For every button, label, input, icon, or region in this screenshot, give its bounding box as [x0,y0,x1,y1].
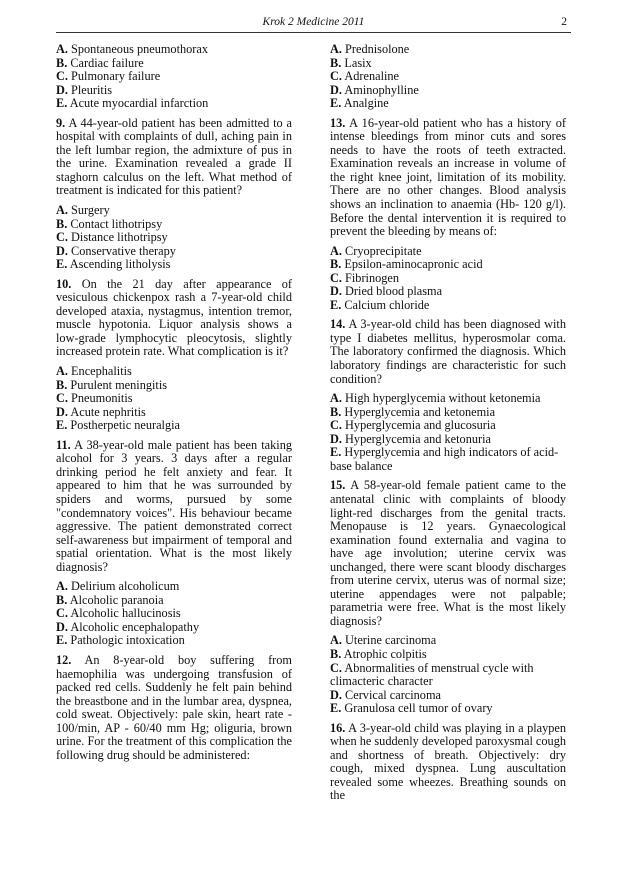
answer-options [330,43,566,111]
answer-option [56,580,292,594]
option-letter: D. [330,431,342,446]
option-text: Epsilon-aminocapronic acid [344,257,483,272]
question-stem [56,117,292,198]
question-stem [330,479,566,628]
option-text: Calcium chloride [344,297,430,312]
option-text: Pathologic intoxication [70,633,185,648]
option-letter: A. [56,579,68,594]
option-text: Pneumonitis [71,391,133,406]
answer-option [56,97,292,111]
option-text: Hyperglycemia and high indicators of acid-base balance [330,445,559,473]
answer-options [56,204,292,272]
option-text: Alcoholic encephalopathy [70,619,200,634]
answer-option [330,648,566,662]
option-letter: C. [330,270,342,285]
answer-option [56,419,292,433]
option-text: Cardiac failure [70,55,144,70]
answer-option [330,272,566,286]
answer-option [56,594,292,608]
option-text: Alcoholic paranoia [69,592,164,607]
answer-option [330,245,566,259]
option-letter: D. [330,284,342,299]
question-number: 10. [56,276,72,291]
option-letter: A. [56,42,68,56]
option-letter: A. [330,633,342,648]
answer-option [330,84,566,98]
option-letter: E. [330,445,342,460]
option-text: Hyperglycemia and glucosuria [345,418,496,433]
option-letter: B. [330,257,342,272]
option-text: Acute nephritis [70,404,146,419]
option-text: Granulosa cell tumor of ovary [344,701,493,716]
option-letter: C. [330,69,342,84]
option-letter: E. [330,701,342,716]
answer-option [330,70,566,84]
answer-option [330,702,566,716]
option-text: Cryoprecipitate [345,243,422,258]
answer-option [56,231,292,245]
answer-option [56,392,292,406]
option-text: Analgine [343,96,389,111]
option-text: High hyperglycemia without ketonemia [345,391,541,406]
option-text: Encephalitis [71,364,132,379]
question-text: A 38-year-old male patient has been taking alcohol for 3 years. 3 days after a regular drinking period he felt anxiety and fear. It appeared to him that he was surrounded by spiders and worms, pursued by some "condemnatory voices". His behaviour became aggressive. The patient demonstrated correct self-awareness but impairment of temporal and spatial orientation. What is the most likely diagnosis? [56,437,292,574]
option-letter: E. [56,418,68,433]
answer-option [330,258,566,272]
option-letter: D. [56,243,68,258]
question-stem [56,278,292,359]
option-text: Postherpetic neuralgia [70,418,180,433]
option-letter: C. [56,606,68,621]
left-column [56,43,292,768]
answer-options [330,245,566,313]
option-letter: B. [330,646,342,661]
answer-option [330,57,566,71]
option-letter: D. [56,404,68,419]
question-number: 16. [330,720,346,735]
option-letter: B. [56,377,68,392]
option-letter: B. [56,55,68,70]
option-letter: B. [330,55,342,70]
option-text: Hyperglycemia and ketonuria [345,431,491,446]
option-text: Fibrinogen [345,270,400,285]
answer-options [56,580,292,648]
question-number: 11. [56,437,71,452]
option-letter: B. [330,404,342,419]
option-letter: A. [56,364,68,379]
option-letter: C. [56,69,68,84]
option-text: Uterine carcinoma [345,633,437,648]
option-letter: D. [330,82,342,97]
option-text: Abnormalities of menstrual cycle with climacteric character [330,660,534,689]
option-text: Aminophylline [344,82,419,97]
option-text: Ascending litholysis [69,257,171,272]
right-column [330,43,566,809]
answer-option [330,433,566,447]
option-letter: B. [56,592,68,607]
option-text: Contact lithotripsy [70,216,163,231]
question-text: A 3-year-old child has been diagnosed with type I diabetes mellitus, hyperosmolar coma. The laboratory confirmed the diagnosis. Which laboratory findings are characteristic for such condition? [330,317,566,386]
question-number: 15. [330,478,346,493]
option-text: Surgery [71,203,110,218]
answer-option [56,365,292,379]
option-text: Purulent meningitis [70,377,168,392]
question-stem [330,722,566,803]
option-letter: A. [330,243,342,258]
option-text: Hyperglycemia and ketonemia [344,404,496,419]
question-number: 13. [330,115,346,130]
question-text: A 44-year-old patient has been admitted to a hospital with complaints of dull, aching pain in the left lumbar region, the admixture of pus in the urine. Examination revealed a grade II staghorn calculus on the left. What method of treatment is indicated for this patient? [56,115,292,198]
answer-options [330,392,566,473]
option-text: Cervical carcinoma [345,687,441,702]
option-letter: A. [56,203,68,218]
option-letter: E. [56,96,68,111]
option-letter: D. [56,82,68,97]
answer-option [330,446,566,473]
option-letter: A. [330,391,342,406]
option-text: Pleuritis [71,82,113,97]
answer-option [330,43,566,57]
option-letter: E. [330,297,342,312]
answer-option [330,634,566,648]
option-text: Acute myocardial infarction [69,96,209,111]
answer-option [330,662,566,689]
answer-option [56,57,292,71]
answer-option [56,258,292,272]
answer-option [330,285,566,299]
option-letter: C. [330,660,342,675]
option-letter: C. [56,391,68,406]
option-letter: C. [56,230,68,245]
page-number: 2 [561,16,567,28]
question-stem [56,654,292,762]
answer-option [56,84,292,98]
answer-option [56,621,292,635]
answer-option [330,392,566,406]
option-text: Pulmonary failure [71,69,161,84]
option-text: Prednisolone [345,42,410,56]
answer-option [330,419,566,433]
answer-option [330,689,566,703]
option-letter: A. [330,42,342,56]
answer-option [56,634,292,648]
answer-option [330,406,566,420]
question-stem [56,439,292,574]
answer-option [56,607,292,621]
option-text: Alcoholic hallucinosis [70,606,181,621]
option-letter: D. [56,619,68,634]
answer-option [56,218,292,232]
running-title: Krok 2 Medicine 2011 [262,16,365,28]
option-text: Delirium alcoholicum [71,579,180,594]
question-stem [330,117,566,239]
question-text: On the 21 day after appearance of vesiculous chickenpox rash a 7-year-old child developed ataxia, nystagmus, intention tremor, muscle hypotonia. Liquor analysis shows a low-grade lymphocytic pleocytosis, slightly increased protein rate. What complication is it? [56,276,292,359]
option-text: Spontaneous pneumothorax [71,42,208,56]
answer-options [330,634,566,715]
answer-options [56,43,292,111]
answer-option [56,204,292,218]
question-number: 12. [56,652,72,667]
answer-option [56,245,292,259]
option-letter: E. [56,633,68,648]
question-text: An 8-year-old boy suffering from haemophilia was undergoing transfusion of packed red cells. Suddenly he felt pain behind the breastbone and in the lumbar area, dyspnea, cold sweat. Objectively: pale skin, heart rate - 100/min, AP - 60/40 mm Hg; oliguria, brown urine. For the treatment of this complication the following drug should be administered: [56,652,292,762]
option-text: Conservative therapy [71,243,176,258]
answer-options [56,365,292,433]
question-text: A 3-year-old child was playing in a playpen when he suddenly developed paroxysmal cough and shortness of breath. Objectively: dry cough, mixed dyspnea. Lung auscultation revealed some wheezes. Breathing sounds on the [330,720,566,803]
option-text: Atrophic colpitis [343,646,427,661]
page-header [56,16,571,33]
question-stem [330,318,566,386]
answer-option [56,406,292,420]
option-letter: D. [330,687,342,702]
option-letter: E. [56,257,68,272]
option-text: Distance lithotripsy [71,230,168,245]
option-text: Dried blood plasma [345,284,443,299]
option-letter: E. [330,96,342,111]
question-number: 9. [56,115,66,130]
answer-option [56,70,292,84]
answer-option [56,43,292,57]
question-number: 14. [330,317,346,332]
answer-option [330,97,566,111]
question-text: A 58-year-old female patient came to the antenatal clinic with complaints of bloody light-red discharges from the genital tracts. Menopause is 12 years. Gynaecological examination found externalia and vagina to have age involution; uterine cervix was unchanged, there were scant bloody discharges from uterine cervix, uterus was of normal size; uterine appendages were not palpable; parametria were free. What is the most likely diagnosis? [330,478,566,628]
option-letter: C. [330,418,342,433]
question-text: A 16-year-old patient who has a history of intense bleedings from minor cuts and sores needs to have the roots of teeth extracted. Examination reveals an increase in volume of the right knee joint, limitation of its mobility. There are no other changes. Blood analysis shows an inclination to anaemia (Hb- 120 g/l). Before the dental intervention it is required to prevent the bleeding by means of: [330,115,566,239]
option-text: Lasix [344,55,372,70]
answer-option [330,299,566,313]
option-text: Adrenaline [344,69,400,84]
answer-option [56,379,292,393]
option-letter: B. [56,216,68,231]
